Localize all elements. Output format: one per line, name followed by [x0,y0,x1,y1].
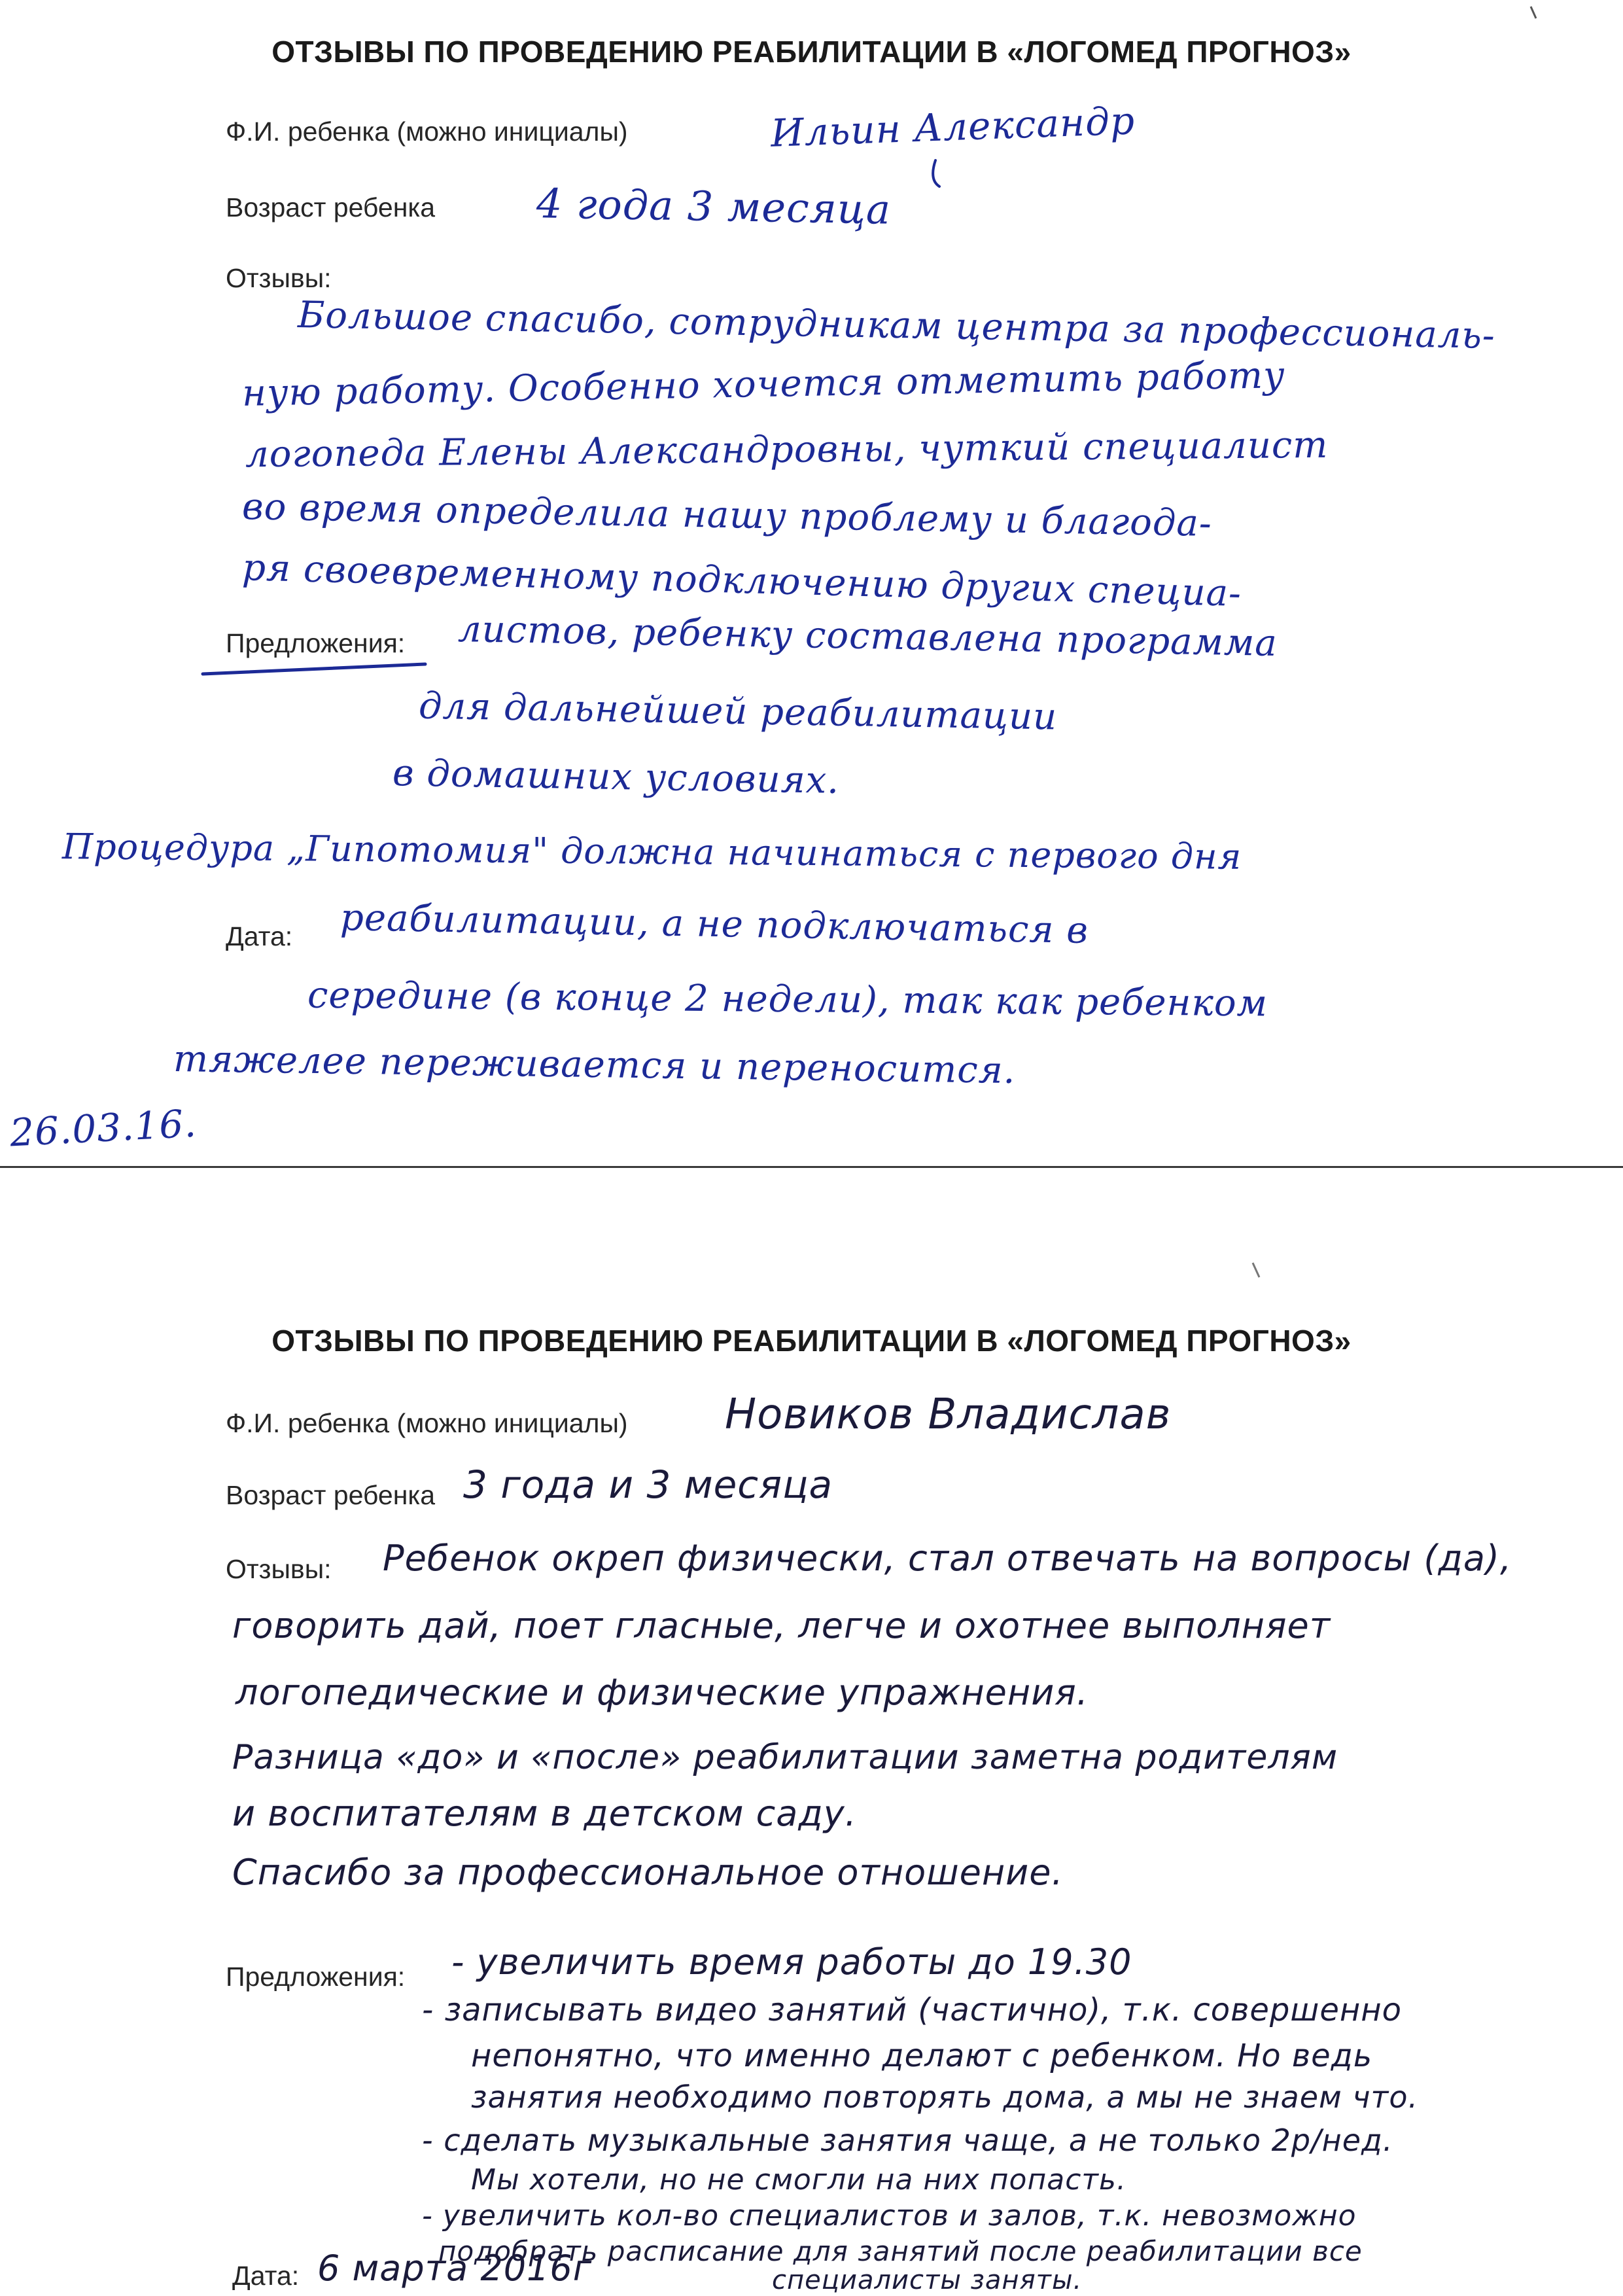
child-age-handwriting: 4 года 3 месяца [536,179,892,234]
review-line: Ребенок окреп физически, стал отвечать на вопросы (да), [383,1538,1512,1579]
date-label: Дата: [226,921,293,951]
review-line: во время определила нашу проблему и благода- [241,486,1213,545]
date-label: Дата: [232,2261,300,2291]
suggestion-line: - увеличить время работы до 19.30 [451,1941,1132,1983]
child-age-label: Возраст ребенка [226,192,436,222]
suggestions-label: Предложения: [226,1962,406,1992]
review-line: и воспитателям в детском саду. [232,1793,857,1834]
suggestion-line: середине (в конце 2 недели), так как ребенком [307,974,1268,1025]
review-line: в домашних условиях. [392,752,840,802]
suggestion-line: занятия необходимо повторять дома, а мы не знаем что. [471,2079,1419,2115]
child-age-handwriting: 3 года и 3 месяца [463,1462,833,1507]
review-line: ря своевременному подключению других специа- [241,546,1242,615]
form-title: ОТЗЫВЫ ПО ПРОВЕДЕНИЮ РЕАБИЛИТАЦИИ В «ЛОГОМЕД ПРОГНОЗ» [271,1324,1352,1358]
child-name-handwriting: Ильин Александр [769,98,1136,156]
suggestion-line: непонятно, что именно делают с ребенком. Но ведь [471,2038,1373,2074]
review-line: Спасибо за профессиональное отношение. [232,1852,1064,1893]
review-line: Разница «до» и «после» реабилитации заметна родителям [232,1738,1338,1777]
separator-line [0,1166,1623,1168]
suggestions-label: Предложения: [226,628,406,658]
date-handwriting: 26.03.16. [9,1101,198,1156]
child-name-label: Ф.И. ребенка (можно инициалы) [226,1408,628,1438]
suggestion-line: специалисты заняты. [772,2265,1083,2295]
suggestion-line: - увеличить кол-во специалистов и залов, т.к. невозможно [422,2199,1357,2233]
review-line: Большое спасибо, сотрудникам центра за профессиональ- [297,294,1496,357]
review-line: ную работу. Особенно хочется отметить работу [241,354,1286,415]
suggestion-line: - сделать музыкальные занятия чаще, а не только 2р/нед. [422,2123,1393,2158]
child-name-handwriting: Новиков Владислав [725,1390,1172,1439]
date-handwriting: 6 марта 2016г [317,2248,593,2289]
suggestion-line: Мы хотели, но не смогли на них попасть. [471,2163,1126,2197]
child-age-label: Возраст ребенка [226,1480,436,1510]
review-line: логопедические и физические упражнения. [236,1672,1089,1713]
form-title: ОТЗЫВЫ ПО ПРОВЕДЕНИЮ РЕАБИЛИТАЦИИ В «ЛОГОМЕД ПРОГНОЗ» [271,35,1352,69]
review-line: говорить дай, поет гласные, легче и охотнее выполняет [232,1605,1331,1646]
suggestion-line: подобрать расписание для занятий после реабилитации все [438,2235,1363,2267]
suggestion-line: тяжелее переживается и переносится. [173,1038,1016,1092]
reviews-label: Отзывы: [226,263,332,293]
reviews-label: Отзывы: [226,1554,332,1584]
review-line: логопеда Елены Александровны, чуткий специалист [245,423,1329,476]
paper-marks [0,1263,1623,2296]
suggestion-line: - записывать видео занятий (частично), т.к. совершенно [422,1992,1402,2028]
child-name-label: Ф.И. ребенка (можно инициалы) [226,116,628,147]
suggestion-line: реабилитации, а не подключаться в [340,896,1089,952]
review-line: для дальнейшей реабилитации [418,684,1058,739]
feedback-form-2 [0,1263,1623,2296]
suggestion-line: Процедура „Гипотомия" должна начинаться с первого дня [61,826,1242,877]
review-line: листов, ребенку составлена программа [457,608,1278,665]
